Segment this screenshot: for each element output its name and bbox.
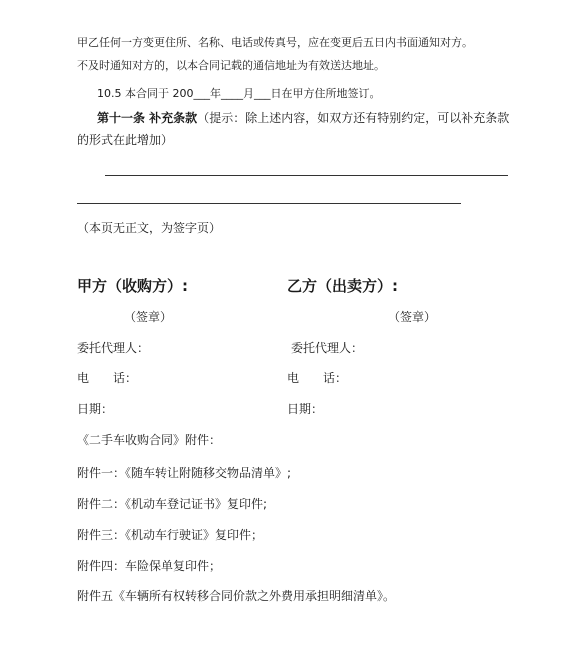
attachment-item: 附件三：《机动车行驶证》复印件；: [77, 528, 264, 542]
clause-10-4-line1: 甲乙任何一方变更住所、名称、电话或传真号，应在变更后五日内书面通知对方。: [77, 36, 473, 49]
party-a-seal: （签章）: [124, 310, 173, 324]
clause-11-line1: [97, 112, 509, 124]
party-b-title: 乙方（出卖方）:: [287, 277, 398, 295]
party-a-phone-label: 电 话：: [77, 371, 138, 385]
fill-in-line-1: [105, 175, 508, 176]
attachment-item: 附件一：《随车转让附随移交物品清单》;: [77, 466, 292, 480]
no-text-note: （本页无正文，为签字页）: [77, 221, 222, 235]
clause-11-note-line1: （提示：除上述内容，如双方还有特别约定，可以补充条款: [197, 111, 510, 125]
attachment-item: 附件二：《机动车登记证书》复印件;: [77, 497, 268, 511]
clause-11-heading: 第十一条 补充条款: [97, 111, 198, 125]
party-b-phone-label: 电 话：: [287, 371, 348, 385]
clause-11-note-line2: 的形式在此增加）: [77, 133, 174, 147]
clause-10-5: 10.5 本合同于 200___年____月___日在甲方住所地签订。: [97, 87, 381, 100]
party-a-title: 甲方（收购方）:: [77, 277, 188, 295]
attachment-item: 附件四：车险保单复印件；: [77, 559, 222, 573]
fill-in-line-2: [77, 203, 461, 204]
party-a-date-label: 日期：: [77, 402, 114, 416]
party-a-agent-label: 委托代理人：: [77, 341, 150, 355]
party-b-date-label: 日期：: [287, 402, 324, 416]
clause-10-4-line2: 不及时通知对方的，以本合同记载的通信地址为有效送达地址。: [77, 59, 385, 72]
attachments-intro: 《二手车收购合同》附件：: [77, 433, 222, 447]
attachment-item: 附件五《车辆所有权转移合同价款之外费用承担明细清单》。: [77, 589, 396, 603]
party-b-agent-label: 委托代理人：: [291, 341, 364, 355]
party-b-seal: （签章）: [388, 310, 437, 324]
